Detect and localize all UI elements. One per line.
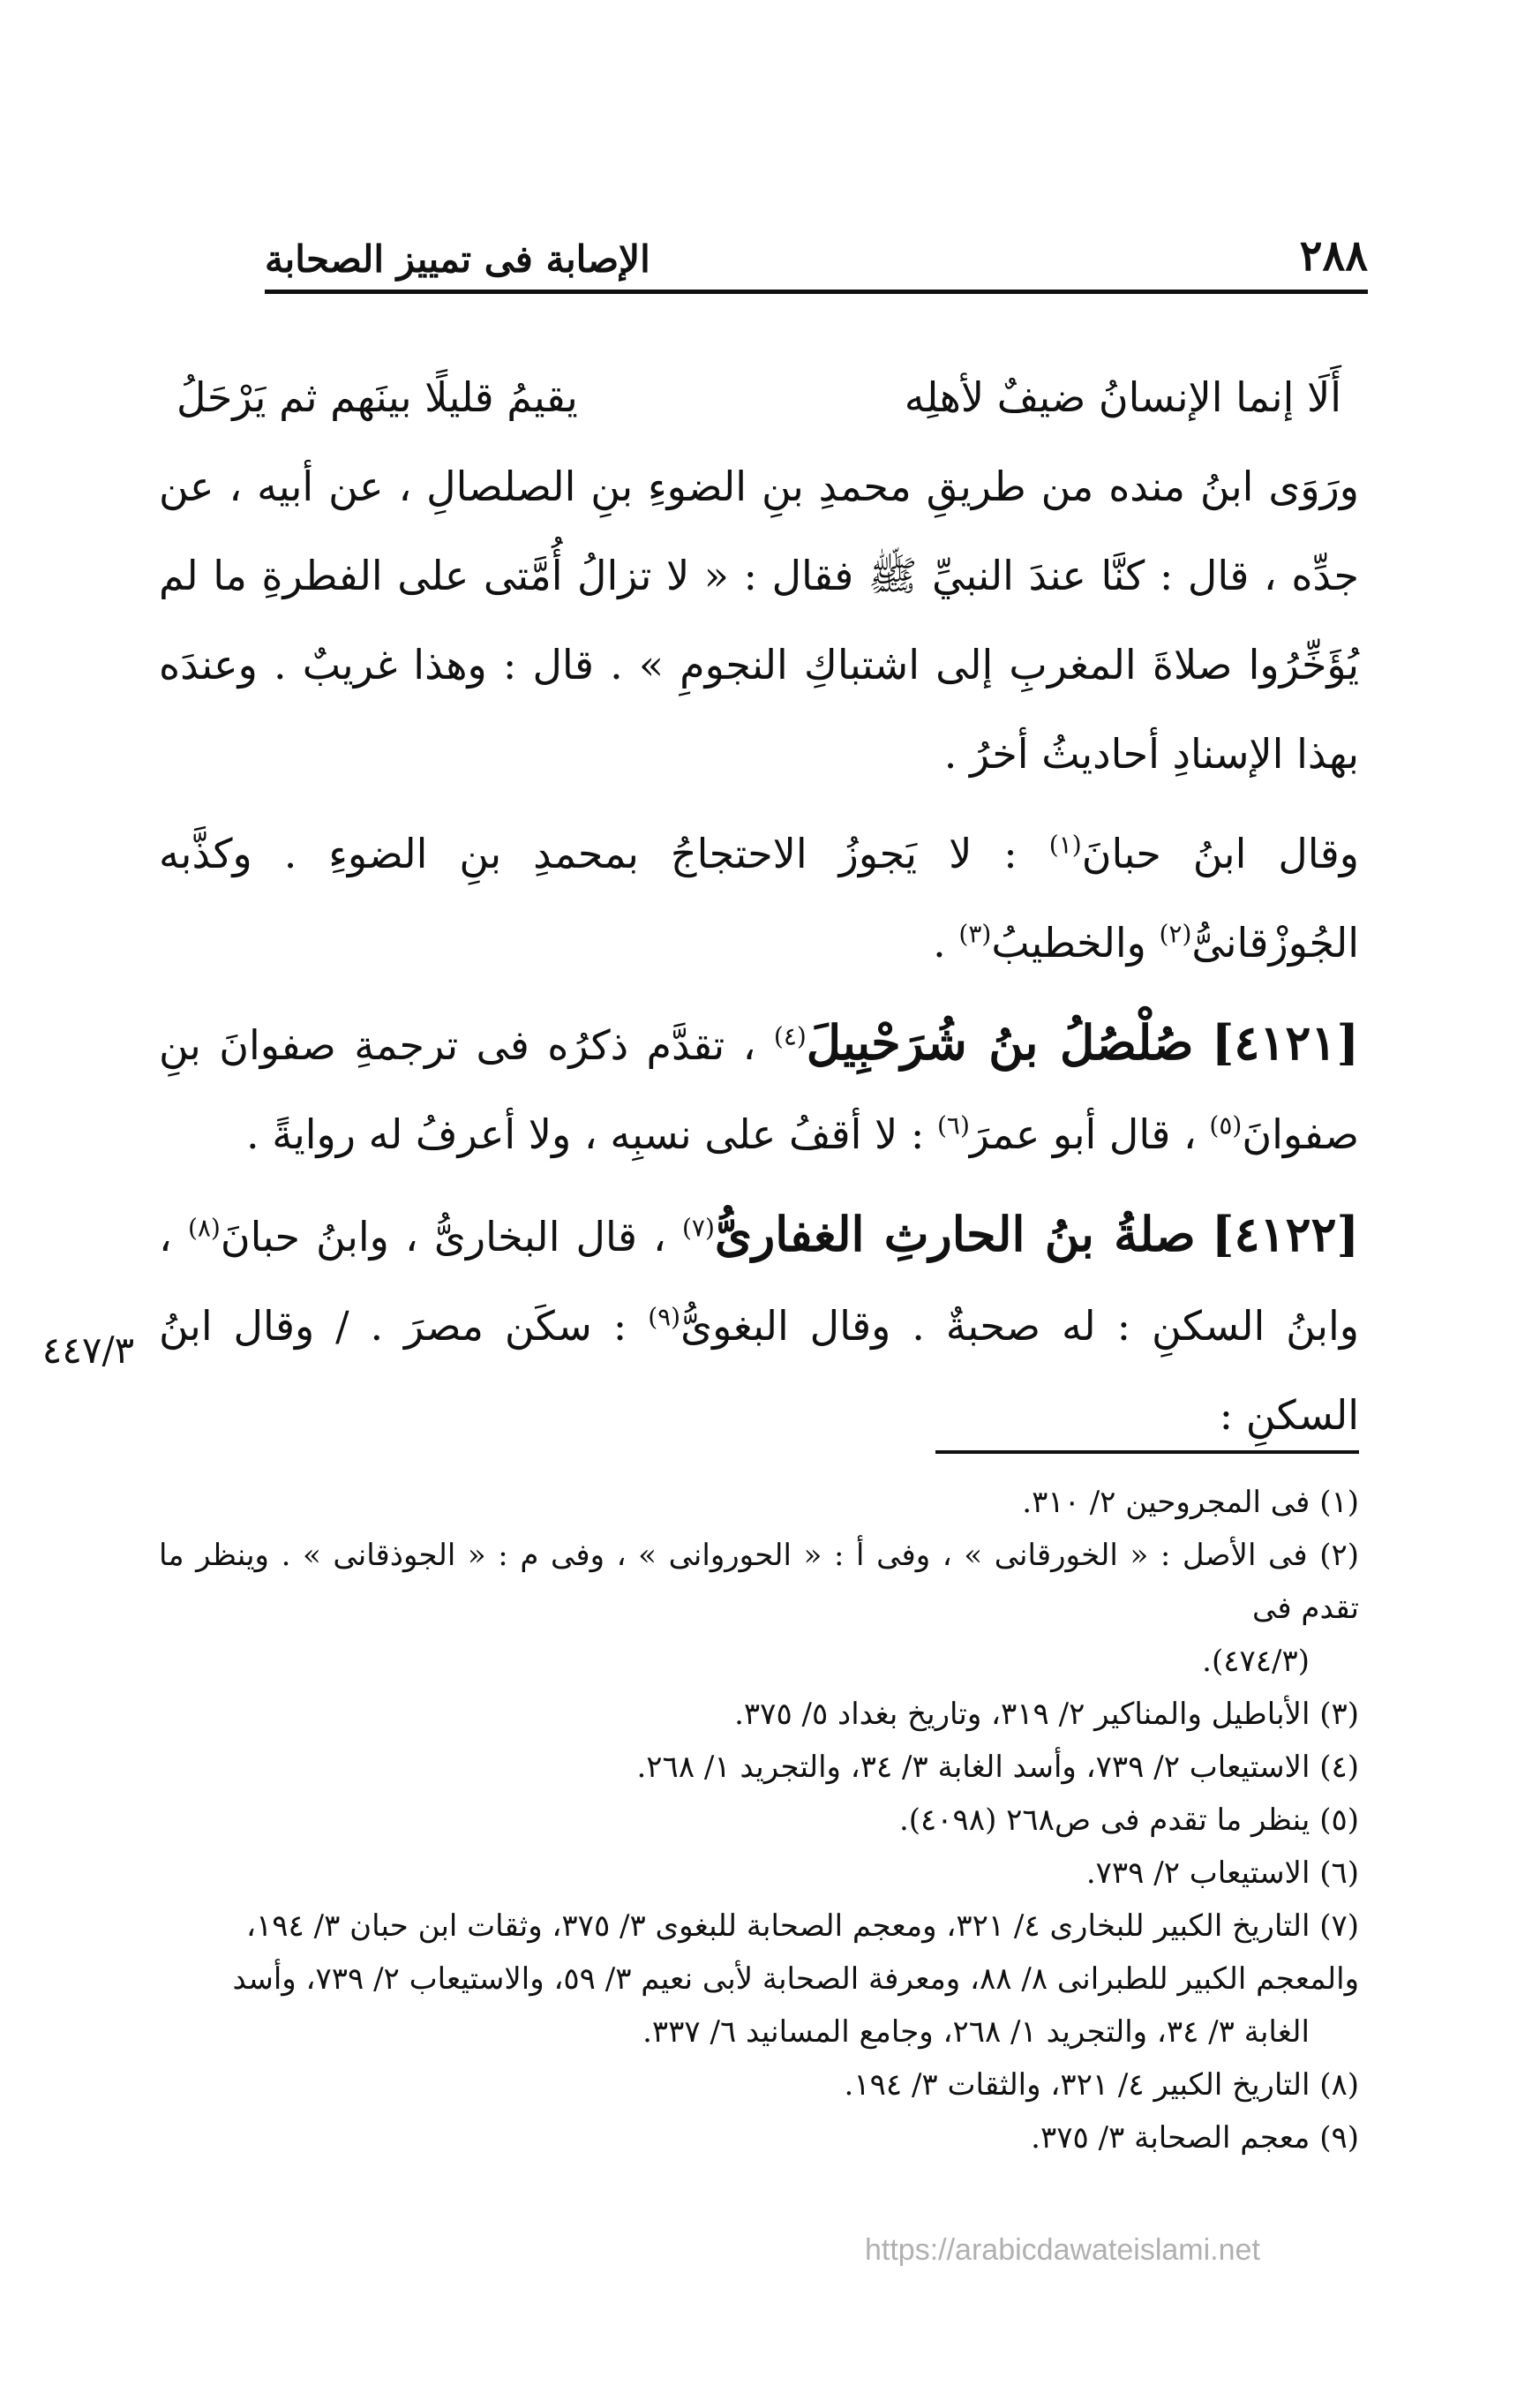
text-segment: والخطيبُ xyxy=(991,919,1160,967)
source-watermark: https://arabicdawateislami.net xyxy=(865,2233,1260,2267)
footnote-2: (٢) فى الأصل : « الخورقانى » ، وفى أ : « الحوروانى » ، وفى م : « الجوذقانى » . وينظر ما تقدم فى xyxy=(159,1538,1359,1626)
footnote-ref: (٦) xyxy=(936,1110,970,1140)
entry-number: [٤١٢٢] xyxy=(1211,1206,1360,1262)
entry-number: [٤١٢١] xyxy=(1211,1014,1359,1071)
paragraph-ibn-mandah: ورَوَى ابنُ منده من طريقِ محمدِ بنِ الضوءِ بنِ الصلصالِ ، عن أبيه ، عن جدِّه ، قال : كنَّا عندَ النبيِّ ﷺ فقال : « لا تزالُ أُمَّتى على الفطرةِ ما لم يُؤَخِّرُوا صلاةَ المغربِ إلى اشتباكِ النجومِ » . قال : وهذا غريبٌ . وعندَه بهذا الإسنادِ أحاديثُ أخرُ . xyxy=(159,463,1359,778)
main-text xyxy=(159,353,1359,1460)
footnote-ref: (٩) xyxy=(648,1302,681,1332)
text-segment: ، قال البخارىُّ ، وابنُ حبانَ xyxy=(220,1213,682,1260)
entry-4121 xyxy=(159,998,1359,1179)
footnote-ref: (٨) xyxy=(187,1213,221,1243)
footnote-ref: (٧) xyxy=(681,1213,715,1243)
footnote-6: (٦) الاستيعاب ٢/ ٧٣٩. xyxy=(1085,1855,1359,1891)
text-segment: . xyxy=(933,919,959,967)
text-segment: ، قال أبو عمرَ xyxy=(969,1110,1210,1158)
entry-name: صلةُ بنُ الحارثِ الغفارىُّ xyxy=(714,1206,1196,1262)
footnote-9: (٩) معجم الصحابة ٣/ ٣٧٥. xyxy=(1031,2120,1359,2156)
entry-4122 xyxy=(159,1190,1359,1460)
entry-name: صُلْصُلُ بنُ شُرَحْبِيلَ xyxy=(806,1014,1194,1071)
margin-page-reference: ٤٤٧/٣ xyxy=(41,1328,135,1372)
text-segment: ، تقدَّم ذكرُه فى ترجمةِ صفوانَ بنِ صفوانَ xyxy=(159,1021,1359,1158)
text-segment: ، وابنُ السكنِ : له صحبةٌ . وقال البغوىُّ xyxy=(159,1213,1359,1350)
footnote-ref: (٣) xyxy=(958,919,992,949)
header-rule xyxy=(265,290,1368,294)
paragraph-ibn-hibban xyxy=(159,809,1359,988)
verse-first-hemistich: أَلَا إنما الإنسانُ ضيفٌ لأهلِه xyxy=(904,373,1341,421)
footnote-2-continued: (٤٧٤/٣). xyxy=(1202,1644,1310,1679)
book-title: الإصابة فى تمييز الصحابة xyxy=(265,237,650,281)
text-segment: : لا أقفُ على نسبِه ، ولا أعرفُ له روايةً . xyxy=(246,1110,937,1158)
footnote-rule xyxy=(935,1450,1359,1454)
text-segment: : سكَن مصرَ . / وقال ابنُ السكنِ : xyxy=(159,1302,1359,1439)
footnote-ref: (١) xyxy=(1048,830,1082,860)
footnote-7-line-2: والمعجم الكبير للطبرانى ٨/ ٨٨، ومعرفة الصحابة لأبى نعيم ٣/ ٥٩، والاستيعاب ٢/ ٧٣٩، وأسد xyxy=(232,1961,1359,1997)
footnote-3: (٣) الأباطيل والمناكير ٢/ ٣١٩، وتاريخ بغداد ٥/ ٣٧٥. xyxy=(734,1697,1359,1732)
footnote-8: (٨) التاريخ الكبير ٤/ ٣٢١، والثقات ٣/ ١٩٤. xyxy=(844,2067,1359,2103)
footnote-7: (٧) التاريخ الكبير للبخارى ٤/ ٣٢١، ومعجم الصحابة للبغوى ٣/ ٣٧٥، وثقات ابن حبان ٣/ ١٩٤، xyxy=(246,1908,1359,1944)
poetry-verse xyxy=(159,353,1359,442)
page-number: ٢٨٨ xyxy=(1299,231,1368,281)
footnote-ref: (٤) xyxy=(773,1021,807,1051)
footnote-1: (١) فى المجروحين ٢/ ٣١٠. xyxy=(1022,1485,1359,1520)
verse-second-hemistich: يقيمُ قليلًا بينَهم ثم يَرْحَلُ xyxy=(176,373,578,421)
footnotes xyxy=(159,1476,1359,2164)
footnote-5: (٥) ينظر ما تقدم فى ص٢٦٨ (٤٠٩٨). xyxy=(898,1802,1359,1838)
text-segment: وقال ابنُ حبانَ xyxy=(1081,830,1359,877)
footnote-7-line-3: الغابة ٣/ ٣٤، والتجريد ١/ ٢٦٨، وجامع المسانيد ٦/ ٣٣٧. xyxy=(642,2014,1310,2050)
footnote-ref: (٥) xyxy=(1209,1110,1243,1140)
footnote-ref: (٢) xyxy=(1159,919,1192,949)
footnote-4: (٤) الاستيعاب ٢/ ٧٣٩، وأسد الغابة ٣/ ٣٤، والتجريد ١/ ٢٦٨. xyxy=(636,1750,1359,1785)
text-segment: : لا يَجوزُ الاحتجاجُ بمحمدِ بنِ الضوءِ . وكذَّبه الجُوزْقانىُّ xyxy=(159,830,1359,967)
page-header xyxy=(265,219,1368,281)
